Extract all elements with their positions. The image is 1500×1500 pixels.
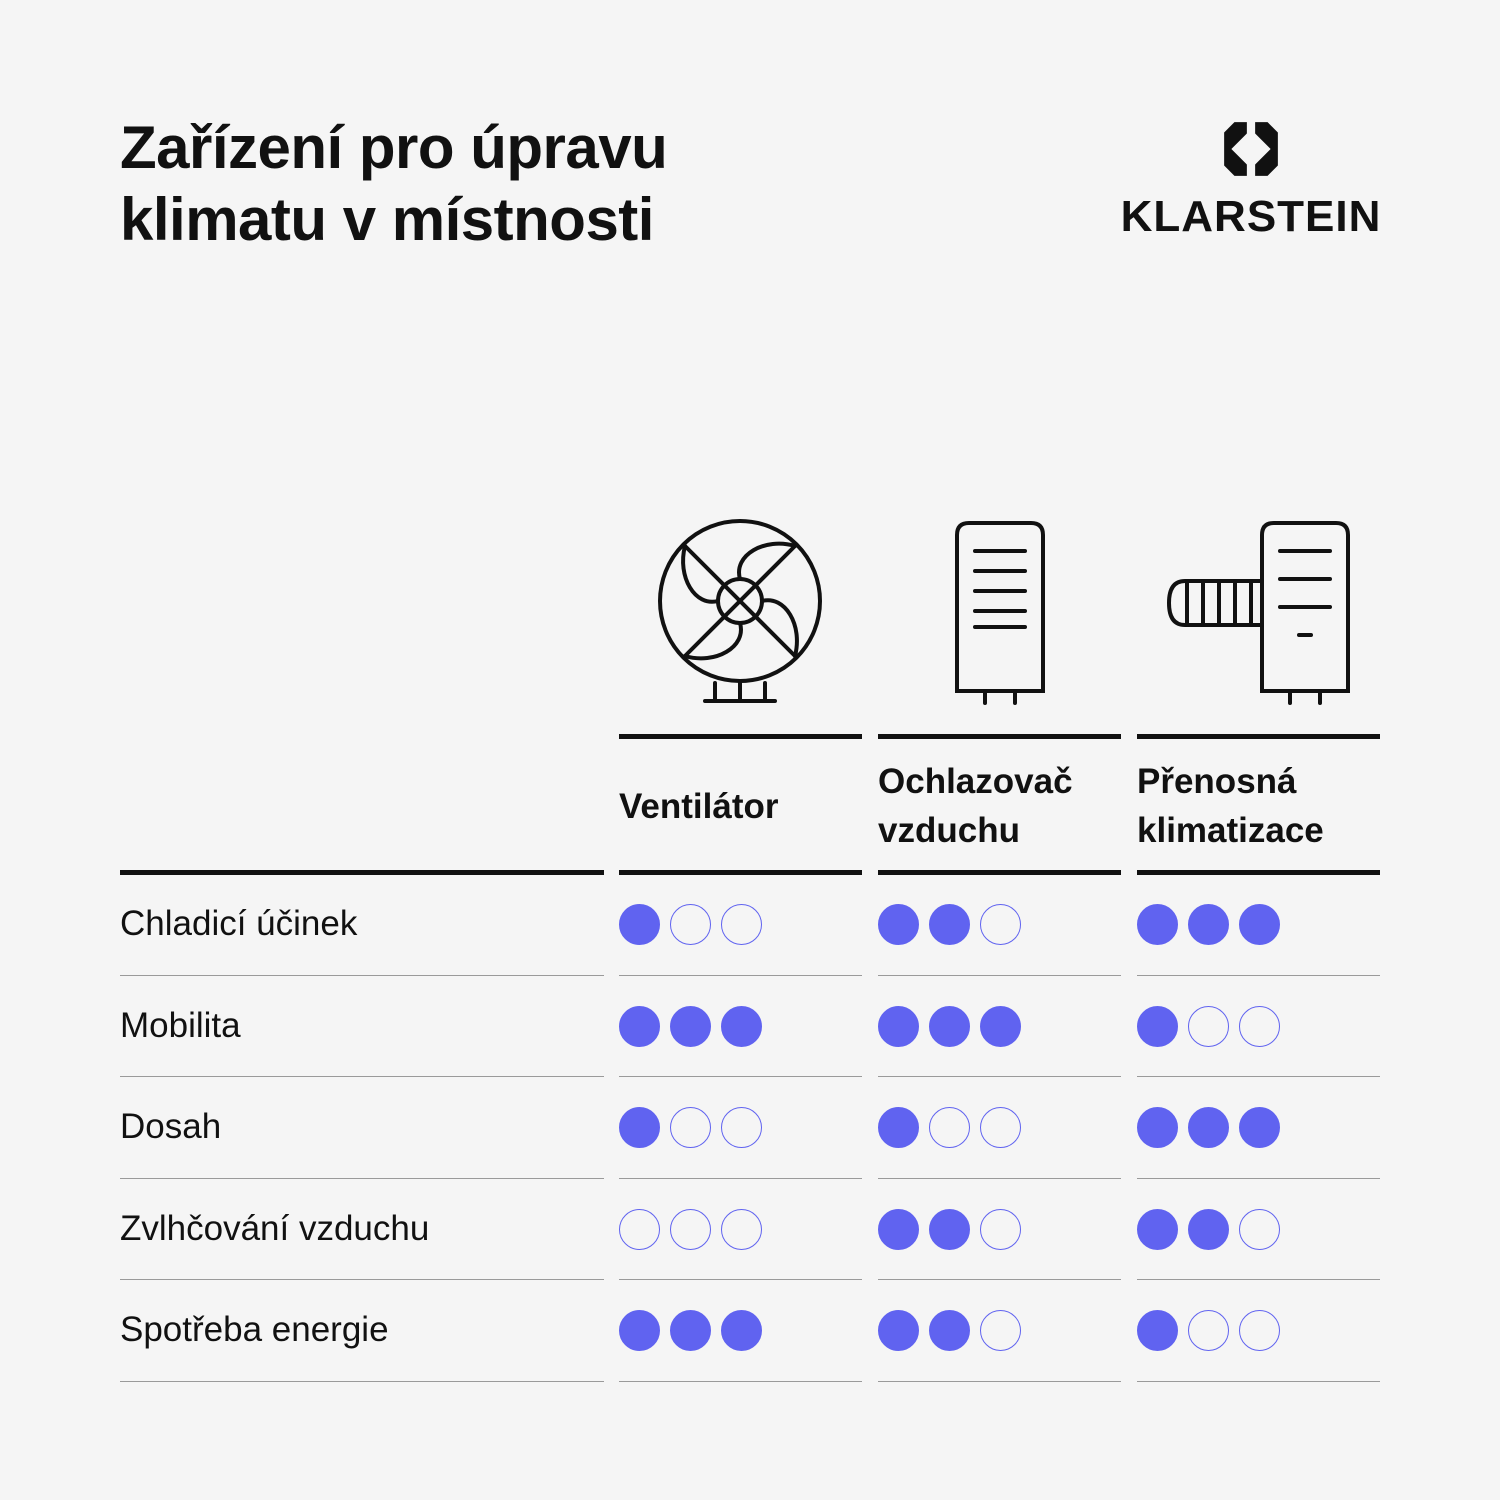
rating-dot-filled (1188, 904, 1229, 945)
rating-dots (1137, 1006, 1280, 1047)
rating-dot-filled (1137, 904, 1178, 945)
rating-dot-empty (929, 1107, 970, 1148)
row-label: Zvlhčování vzduchu (120, 1208, 430, 1248)
rating-dot-empty (980, 1209, 1021, 1250)
header-rule (878, 870, 1121, 875)
column-label: Ventilátor (619, 786, 779, 826)
row-divider (619, 1178, 862, 1179)
rating-dots (1137, 904, 1280, 945)
rating-dot-empty (980, 904, 1021, 945)
row-divider (619, 1381, 862, 1382)
header-rule (619, 870, 862, 875)
rating-dot-filled (619, 1310, 660, 1351)
rating-dots (878, 904, 1021, 945)
rating-dot-filled (1239, 904, 1280, 945)
page-title (120, 112, 840, 256)
rating-dot-filled (1137, 1209, 1178, 1250)
rating-dot-filled (878, 1310, 919, 1351)
row-label: Chladicí účinek (120, 904, 358, 943)
column-label: Přenosná (1137, 762, 1297, 801)
row-divider (1137, 1178, 1380, 1179)
rating-dots (1137, 1209, 1280, 1250)
rating-dot-filled (929, 904, 970, 945)
rating-dot-empty (1188, 1006, 1229, 1047)
rating-dots (878, 1310, 1021, 1351)
rating-dot-filled (619, 904, 660, 945)
row-divider (878, 975, 1121, 976)
row-label: Mobilita (120, 1005, 241, 1045)
row-divider (878, 1178, 1121, 1179)
rating-dot-filled (670, 1310, 711, 1351)
row-divider (878, 1279, 1121, 1280)
rating-dot-empty (980, 1310, 1021, 1351)
rating-dots (1137, 1310, 1280, 1351)
rating-dot-empty (1239, 1310, 1280, 1351)
column-header-portable-ac (1137, 757, 1380, 855)
rating-dots (619, 1006, 762, 1047)
rating-dot-filled (1188, 1107, 1229, 1148)
row-divider (120, 975, 604, 976)
row-label: Dosah (120, 1107, 222, 1146)
rating-dot-empty (721, 1107, 762, 1148)
rating-dots (878, 1006, 1021, 1047)
klarstein-logo-icon (1220, 118, 1282, 180)
rating-dot-filled (1137, 1006, 1178, 1047)
portable-ac-icon (1165, 515, 1355, 705)
column-rule-top (1137, 734, 1380, 739)
title-line: klimatu v místnosti (120, 186, 654, 253)
fan-icon (655, 515, 825, 705)
rating-dot-empty (619, 1209, 660, 1250)
rating-dot-filled (619, 1107, 660, 1148)
rating-dots (619, 1310, 762, 1351)
title-line: Zařízení pro úpravu (120, 114, 668, 181)
row-divider (1137, 1076, 1380, 1077)
brand-logo (1120, 118, 1382, 242)
rating-dot-filled (878, 1209, 919, 1250)
column-rule-top (619, 734, 862, 739)
rating-dot-empty (670, 1209, 711, 1250)
row-divider (120, 1076, 604, 1077)
row-divider (878, 1076, 1121, 1077)
row-divider (120, 1381, 604, 1382)
rating-dot-empty (721, 904, 762, 945)
row-divider (1137, 1279, 1380, 1280)
rating-dot-filled (878, 904, 919, 945)
rating-dot-empty (1239, 1006, 1280, 1047)
rating-dots (878, 1209, 1021, 1250)
rating-dot-filled (980, 1006, 1021, 1047)
rating-dot-filled (1188, 1209, 1229, 1250)
rating-dots (1137, 1107, 1280, 1148)
column-header-air-cooler (878, 757, 1121, 855)
row-divider (120, 1178, 604, 1179)
rating-dots (619, 1209, 762, 1250)
row-divider (1137, 1381, 1380, 1382)
column-label: Ochlazovač (878, 762, 1073, 801)
rating-dots (619, 1107, 762, 1148)
rating-dot-filled (929, 1310, 970, 1351)
column-label: klimatizace (1137, 811, 1324, 850)
header-rule (120, 870, 604, 875)
rating-dots (878, 1107, 1021, 1148)
rating-dot-filled (878, 1107, 919, 1148)
rating-dot-empty (670, 1107, 711, 1148)
column-label: vzduchu (878, 811, 1020, 850)
rating-dot-filled (619, 1006, 660, 1047)
row-label: Spotřeba energie (120, 1310, 389, 1349)
column-rule-top (878, 734, 1121, 739)
rating-dot-empty (1188, 1310, 1229, 1351)
rating-dot-empty (980, 1107, 1021, 1148)
rating-dot-filled (721, 1310, 762, 1351)
rating-dot-empty (721, 1209, 762, 1250)
rating-dot-empty (1239, 1209, 1280, 1250)
air-cooler-icon (950, 515, 1050, 705)
row-divider (619, 1076, 862, 1077)
header-rule (1137, 870, 1380, 875)
rating-dot-filled (721, 1006, 762, 1047)
row-divider (1137, 975, 1380, 976)
row-divider (878, 1381, 1121, 1382)
brand-name: KLARSTEIN (1120, 192, 1382, 241)
rating-dot-filled (1239, 1107, 1280, 1148)
rating-dot-filled (929, 1006, 970, 1047)
rating-dots (619, 904, 762, 945)
rating-dot-empty (670, 904, 711, 945)
rating-dot-filled (1137, 1107, 1178, 1148)
rating-dot-filled (670, 1006, 711, 1047)
row-divider (120, 1279, 604, 1280)
column-header-ventilator (619, 757, 862, 855)
rating-dot-filled (878, 1006, 919, 1047)
row-divider (619, 1279, 862, 1280)
row-divider (619, 975, 862, 976)
rating-dot-filled (1137, 1310, 1178, 1351)
rating-dot-filled (929, 1209, 970, 1250)
